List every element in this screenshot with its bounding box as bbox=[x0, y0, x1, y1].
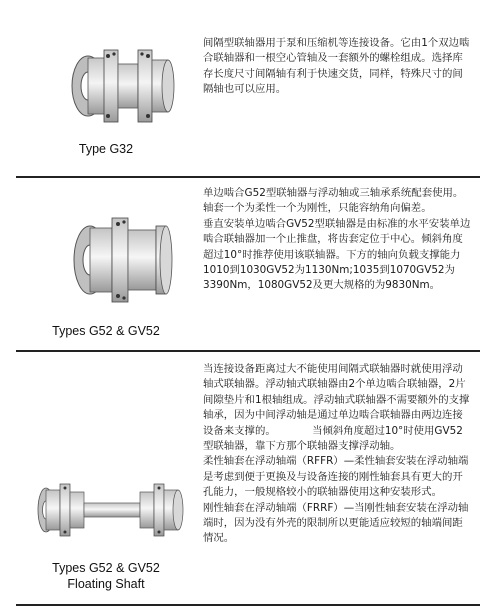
caption-floating-shaft bbox=[16, 560, 196, 592]
description-g52-gv52 bbox=[203, 186, 473, 294]
section-g32 bbox=[16, 20, 480, 170]
section-divider bbox=[16, 604, 480, 606]
paragraph: 间隔型联轴器用于泵和压缩机等连接设备。它由1个双边啮合联轴器和一根空心管轴及一套额外的螺栓组成。选择库存长度尺寸间隔轴有利于快速交货，同样，特殊尺寸的间隔轴也可以应用。 bbox=[203, 37, 470, 96]
paragraph: 当连接设备距离过大不能使用间隔式联轴器时就使用浮动轴式联轴器。浮动轴式联轴器由2个单边啮合联轴器，2片间隙垫片和1根轴组成。浮动轴式联轴器不需要额外的支撑轴承，因为中间浮动轴是通过单边啮合联轴器由两边连接设备来支撑的。 当倾斜角度超过10°时使用GV52型联轴器，靠下方那个联轴器支撑浮动轴。 bbox=[203, 363, 470, 453]
description-g32 bbox=[203, 36, 473, 98]
caption-line: Types G52 & GV52 bbox=[52, 561, 160, 575]
coupling-image-g32 bbox=[16, 24, 196, 139]
caption-line: Floating Shaft bbox=[67, 577, 145, 591]
caption-g52-gv52 bbox=[16, 324, 196, 338]
paragraph: 刚性轴套在浮动轴端（FRRF）—当刚性轴套安装在浮动轴端时，因为没有外壳的限制所以更能适应较短的轴端间距情况。 bbox=[203, 501, 469, 545]
caption-line: Type G32 bbox=[78, 142, 134, 156]
coupling-image-g52 bbox=[16, 198, 196, 316]
caption-g32 bbox=[16, 142, 196, 156]
coupling-image-floating-shaft bbox=[16, 472, 196, 548]
caption-line: Types G52 & GV52 bbox=[52, 324, 160, 338]
section-g52-gv52 bbox=[16, 178, 480, 346]
paragraph: 垂直安装单边啮合GV52型联轴器是由标准的水平安装单边啮合联轴器加一个止推盘，将齿套定位于中心。倾斜角度超过10°时推荐使用该联轴器。下方的轴向负载支撑能力1010到1030GV52为1130Nm;1035到1070GV52为3390Nm，1080GV52及更大规格的为9830Nm。 bbox=[203, 217, 471, 292]
paragraph: 柔性轴套在浮动轴端（RFFR）—柔性轴套安装在浮动轴端是考虑到便于更换及与设备连接的刚性轴套具有更大的开孔能力，一般规格较小的联轴器使用这种安装形式。 bbox=[203, 455, 469, 499]
paragraph: 单边啮合G52型联轴器与浮动轴或三轴承系统配套使用。轴套一个为柔性一个为刚性，只能容纳角向偏差。 bbox=[203, 187, 464, 215]
description-floating-shaft bbox=[203, 362, 473, 547]
section-floating-shaft bbox=[16, 352, 480, 604]
